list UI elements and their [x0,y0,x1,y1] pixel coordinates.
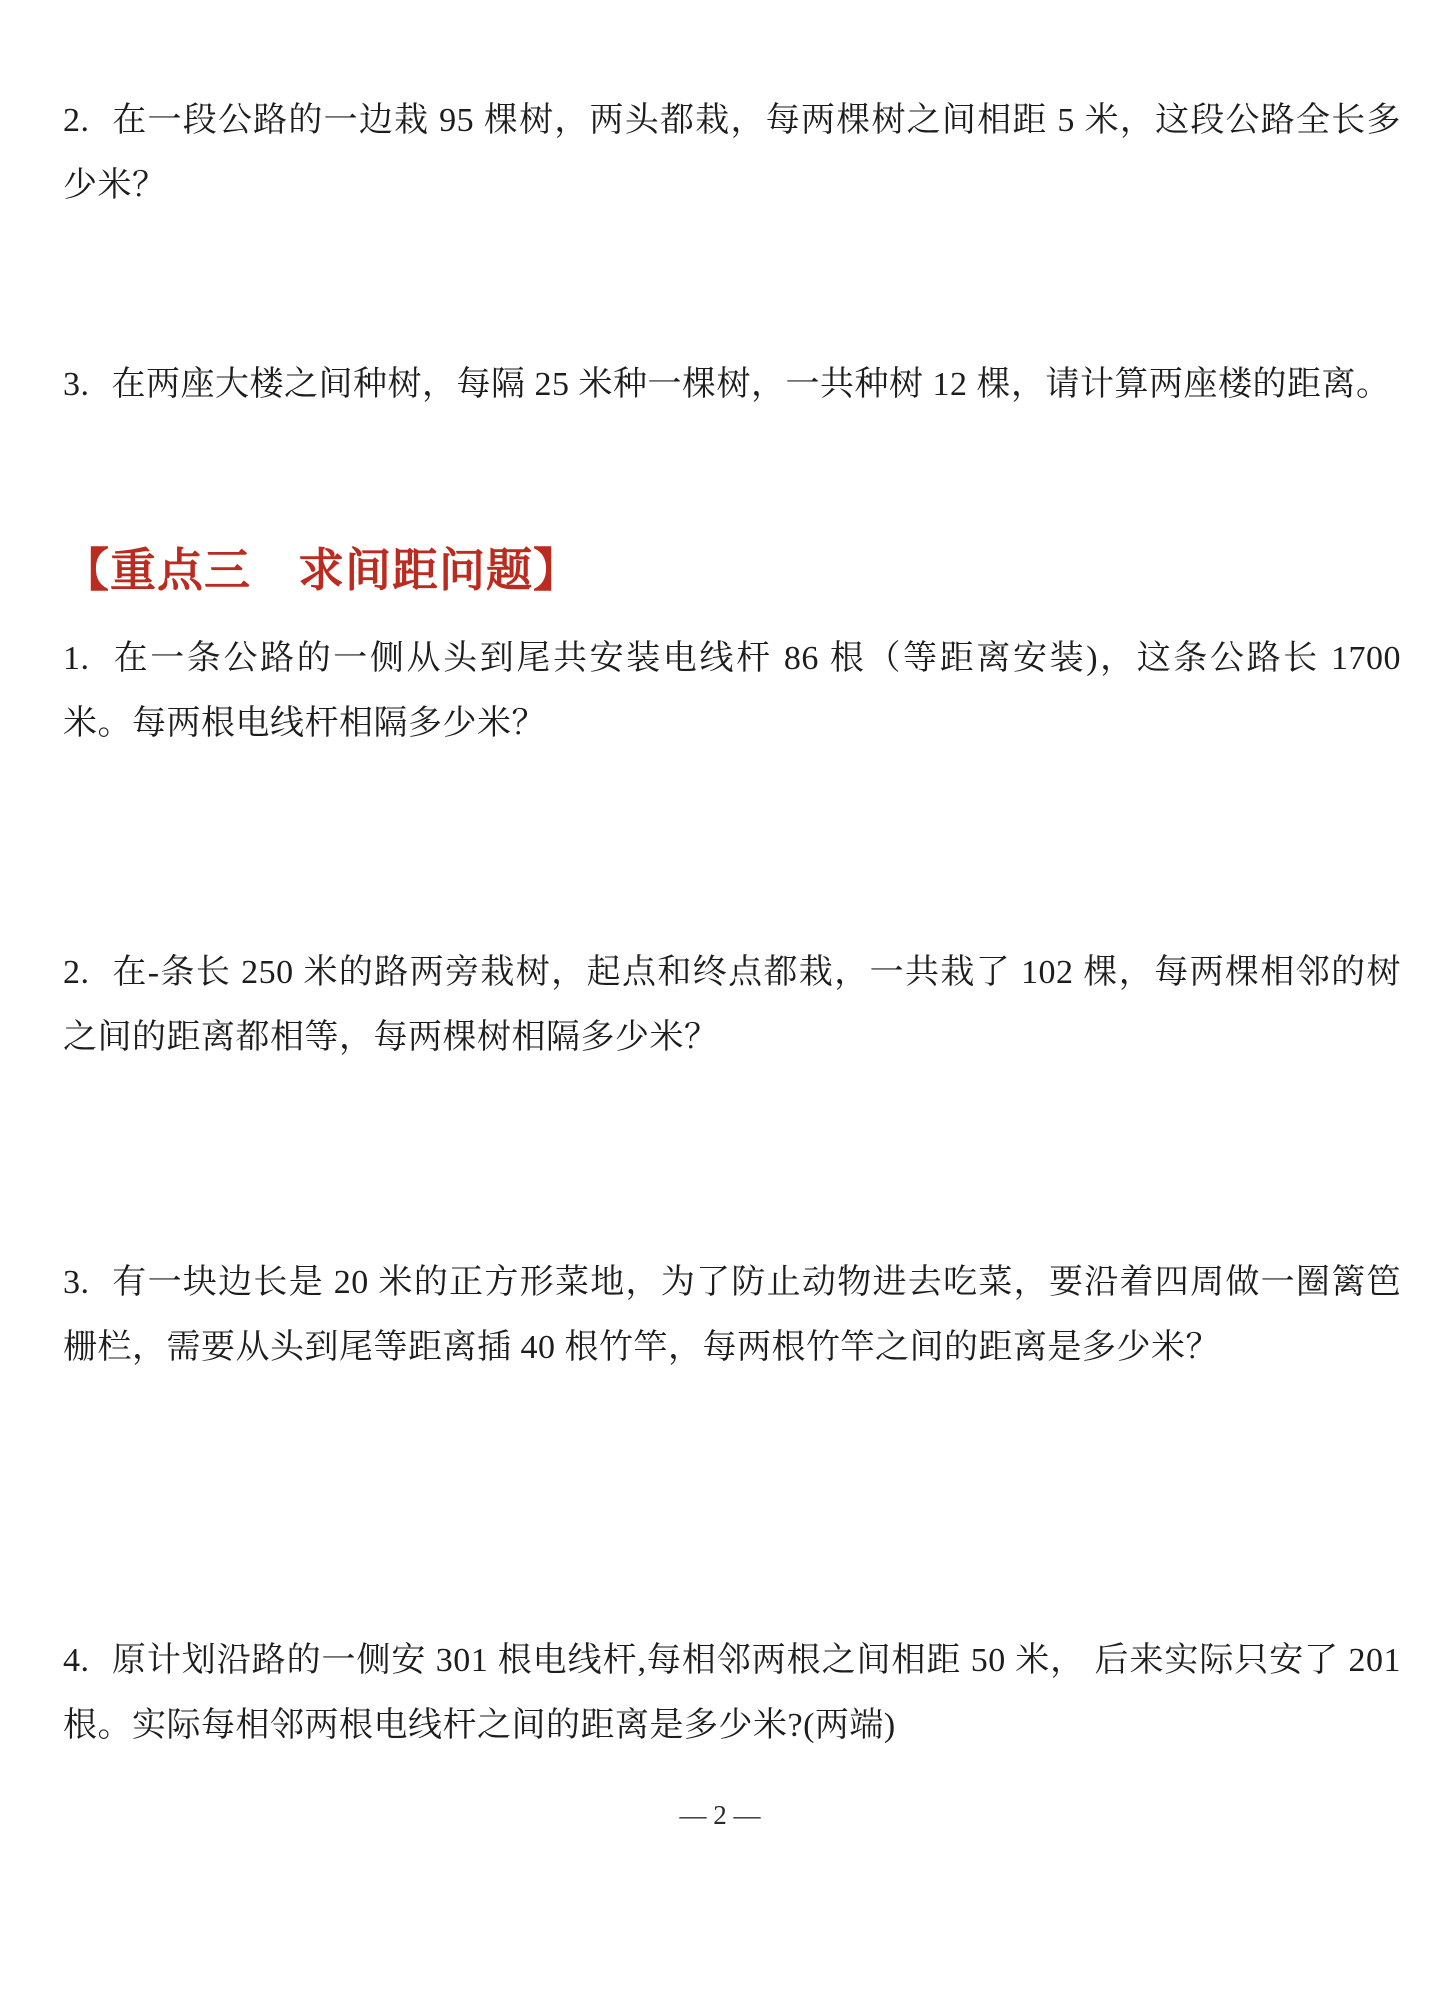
problem-number: 3. [63,1264,90,1301]
problem-number: 4. [63,1642,90,1679]
problem-section-4 [63,1628,1401,1758]
problem-number: 2. [63,102,90,139]
problem-text: 在两座大楼之间种树，每隔 25 米种一棵树，一共种树 12 棵，请计算两座楼的距离。 [111,366,1391,403]
page-number: — 2 — [679,1800,761,1830]
problem-text: 有一块边长是 20 米的正方形菜地，为了防止动物进去吃菜，要沿着四周做一圈篱笆栅栏，需要从头到尾等距离插 40 根竹竿，每两根竹竿之间的距离是多少米？ [63,1264,1401,1366]
problem-text: 在一段公路的一边栽 95 棵树，两头都栽，每两棵树之间相距 5 米，这段公路全长多少米？ [63,102,1401,204]
section-heading: 【重点三 求间距问题】 [63,545,580,596]
problem-number: 3. [63,366,90,403]
problem-text: 原计划沿路的一侧安 301 根电线杆,每相邻两根之间相距 50 米， 后来实际只安了 201 根。实际每相邻两根电线杆之间的距离是多少米?(两端) [63,1642,1401,1744]
problem-number: 2. [63,954,90,991]
problem-top-2 [63,88,1401,218]
problem-number: 1. [63,640,90,677]
problem-text: 在-条长 250 米的路两旁栽树，起点和终点都栽，一共栽了 102 棵，每两棵相邻的树之间的距离都相等，每两棵树相隔多少米？ [63,954,1401,1056]
problem-section-1 [63,626,1401,756]
problem-text: 在一条公路的一侧从头到尾共安装电线杆 86 根（等距离安装)，这条公路长 1700 米。每两根电线杆相隔多少米？ [63,640,1401,742]
problem-section-3 [63,1250,1401,1380]
problem-section-2 [63,940,1401,1070]
problem-top-3 [63,352,1401,417]
